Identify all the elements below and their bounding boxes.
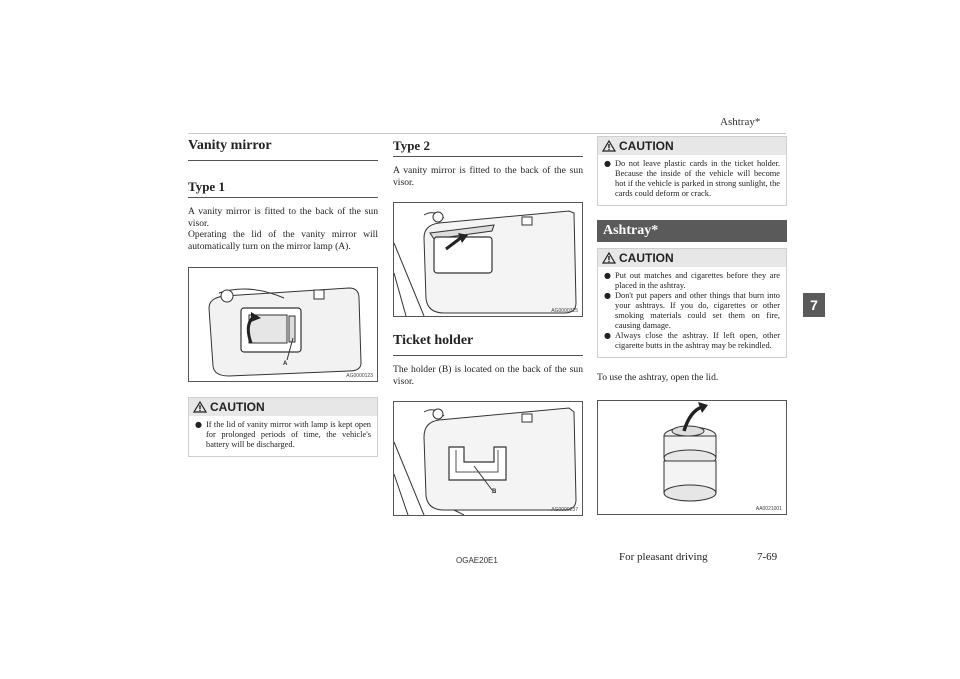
caution-box <box>188 397 378 457</box>
caution-header <box>598 249 786 267</box>
caution-label: CAUTION <box>619 139 674 153</box>
caution-item: ● Put out matches and cigarettes before they are placed in the ashtray. <box>604 271 780 290</box>
column-2 <box>393 134 583 516</box>
bullet-icon: ● <box>604 159 611 168</box>
ticket-holder-heading: Ticket holder <box>393 329 583 356</box>
ashtray-illustration <box>598 401 786 514</box>
footer-section-name: For pleasant driving <box>619 551 708 563</box>
ashtray-caution-box <box>597 248 787 358</box>
warning-triangle-icon <box>602 140 616 152</box>
type1-paragraph-2: Operating the lid of the vanity mirror will automatically turn on the mirror lamp (A). <box>188 229 378 252</box>
type2-paragraph: A vanity mirror is fitted to the back of the sun visor. <box>393 165 583 188</box>
type1-heading: Type 1 <box>188 175 378 198</box>
ashtray-figure <box>597 400 787 515</box>
ashtray-section-title: Ashtray* <box>597 220 787 242</box>
warning-triangle-icon <box>602 252 616 264</box>
bullet-icon: ● <box>195 420 202 429</box>
caution-body <box>189 416 377 456</box>
column-1 <box>188 134 378 457</box>
running-head: Ashtray* <box>720 116 761 128</box>
bullet-icon: ● <box>604 331 611 340</box>
footer-page-number: 7-69 <box>757 551 778 563</box>
caution-item: ● Don't put papers and other things that burn into your ashtrays. If you do, cigarettes or other smoking materials could set them on fire, causing damage. <box>604 291 780 330</box>
figure-code: AG0000123 <box>346 373 373 379</box>
caution-header <box>598 137 786 155</box>
vanity-mirror-title: Vanity mirror <box>188 134 378 161</box>
figure-code: AG0000325 <box>551 308 578 314</box>
figure-label-b: B <box>492 489 497 495</box>
caution-item: ● Always close the ashtray. If left open, other cigarette butts in the ashtray may be rekindled. <box>604 331 780 350</box>
warning-triangle-icon <box>193 401 207 413</box>
caution-body <box>598 155 786 205</box>
vanity-mirror-type2-figure <box>393 202 583 317</box>
sun-visor-illustration <box>394 203 582 316</box>
figure-code: AA0021001 <box>755 505 782 512</box>
caution-item: ● Do not leave plastic cards in the ticket holder. Because the inside of the vehicle will become hot if the vehicle is parked in strong sunlight, the cards could deform or crack. <box>604 159 780 198</box>
footer-doc-code: OGAE20E1 <box>456 556 498 565</box>
caution-body <box>598 267 786 357</box>
sun-visor-ticket-holder-illustration <box>394 402 582 515</box>
caution-label: CAUTION <box>210 400 265 414</box>
ticket-holder-figure <box>393 401 583 516</box>
caution-label: CAUTION <box>619 251 674 265</box>
ashtray-paragraph: To use the ashtray, open the lid. <box>597 372 719 383</box>
type2-heading: Type 2 <box>393 134 583 157</box>
caution-header <box>189 398 377 416</box>
figure-label-a: A <box>283 361 288 367</box>
vanity-mirror-type1-figure <box>188 267 378 382</box>
chapter-tab: 7 <box>803 293 825 317</box>
caution-item: ● If the lid of vanity mirror with lamp is kept open for prolonged periods of time, the vehicle's battery will be discharged. <box>195 420 371 449</box>
bullet-icon: ● <box>604 291 611 300</box>
figure-code: AG0000237 <box>551 507 578 513</box>
type1-paragraph-1: A vanity mirror is fitted to the back of the sun visor. <box>188 206 378 229</box>
ticket-holder-paragraph: The holder (B) is located on the back of the sun visor. <box>393 364 583 387</box>
column-3 <box>597 134 787 515</box>
ticket-holder-caution-box <box>597 136 787 206</box>
bullet-icon: ● <box>604 271 611 280</box>
